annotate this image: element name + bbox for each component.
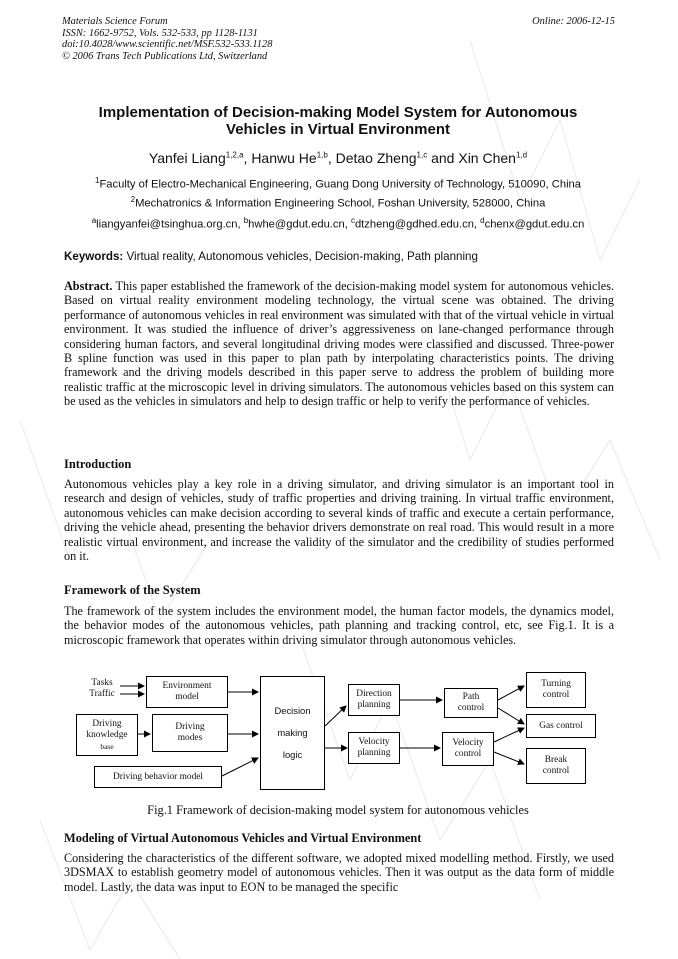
title-line-1: Implementation of Decision-making Model System for Autonomous	[98, 104, 578, 121]
affiliation-1: $^1$Faculty of Electro-Mechanical Engineering, Guang Dong University of Technology, 510090, China	[95, 176, 581, 191]
author-sep: ,	[243, 150, 252, 166]
section-heading-framework: Framework of the System	[64, 583, 201, 597]
tasks-label: Tasks	[91, 678, 113, 688]
modeling-text: Considering the characteristics of the different software, we adopted mixed modelling method. Firstly, we used 3DSMAX to establish geometry model of autonomous vehicles. Then it was output as the data form of middle model. Lastly, the data was input to EON to be managed the specific	[64, 851, 614, 894]
author-sup: 1,2,a	[225, 150, 244, 160]
email-list: $^a$liangyanfei@tsinghua.org.cn, $^b$hwhe@gdut.edu.cn, $^c$dtzheng@gdhed.edu.cn, $^d$chenx@gdut.edu.cn	[91, 216, 585, 231]
framework-text: The framework of the system includes the environment model, the human factor models, the dynamics model, the behavior modes of the autonomous vehicles, path planning and tracking control, etc, see Fig.1. It is a microscopic framework that operates within driving simulator through autonomous vehicles.	[64, 604, 614, 647]
turning-control-box: Turning control	[526, 672, 586, 708]
doi-line: doi:10.4028/www.scientific.net/MSF.532-533.1128	[62, 39, 273, 51]
email-link: dtzheng@gdhed.edu.cn,	[354, 218, 481, 231]
author-sup: 1,c	[416, 150, 428, 160]
arrow-decision-to-direction	[325, 706, 346, 726]
figure-1-caption: Fig.1 Framework of decision-making model system for autonomous vehicles	[147, 803, 529, 817]
arrow-velctrl-to-gas	[494, 728, 524, 742]
author-list	[62, 150, 614, 166]
affiliation-2: $^2$Mechatronics & Information Engineering School, Foshan University, 528000, China	[130, 195, 546, 210]
introduction-text: Autonomous vehicles play a key role in a driving simulator, and driving simulator is an important tool in research and design of vehicles, study of traffic properties and driving training. In virtual traffic environment, autonomous vehicles can make decision according to several kinds of traffic and execute a certain performance, driving the vehicle ahead, presenting the behavior drivers demonstrate on real road. This would result in a more realistic virtual environment, and increase the validity of the simulator and the credibility of studies performed on it.	[64, 477, 614, 564]
online-date: Online: 2006-12-15	[532, 16, 615, 27]
copyright-line: © 2006 Trans Tech Publications Ltd, Switzerland	[62, 50, 268, 62]
abstract-text: This paper established the framework of the decision-making model system for autonomous vehicles. Based on virtual reality environment modeling technology, the virtual scene was obtained. The driving performance of autonomous vehicles in real environment was simulated with that of the virtual vehicle in virtual environment. It was studied the influence of driver’s aggressiveness on lane-changed performance through considering human factors, and several longitudinal driving modes were classified and discussed. Three-power B spline function was used in this paper to plan path by interpolating characteristics points. The driving framework and the driving models described in this paper serve to address the problem of building more realistic traffic at the microscopic level in driving simulators. The autonomous vehicles based on this system can be used as the vehicles in simulators and help to design traffic or help to verify the performance of vehicles.	[64, 279, 614, 409]
keywords-label: Keywords:	[64, 250, 124, 263]
arrow-velctrl-to-break	[494, 752, 524, 764]
path-control-box: Path control	[444, 688, 498, 718]
author-name: Hanwu He	[251, 150, 317, 166]
velocity-control-box: Velocity control	[442, 732, 494, 766]
abstract-label: Abstract.	[64, 279, 113, 293]
journal-header	[62, 16, 272, 62]
driving-behavior-model-box: Driving behavior model	[94, 766, 222, 788]
traffic-label: Traffic	[89, 689, 115, 699]
email-link: hwhe@gdut.edu.cn,	[248, 218, 351, 231]
author-sep: and	[427, 150, 459, 166]
driving-modes-box: Driving modes	[152, 714, 228, 752]
issn-line: ISSN: 1662-9752, Vols. 532-533, pp 1128-1131	[62, 27, 258, 39]
environment-model-box: Environment model	[146, 676, 228, 708]
author-sup: 1,b	[316, 150, 328, 160]
arrow-behavior-to-decision	[222, 758, 258, 776]
abstract	[64, 279, 614, 409]
section-heading-introduction: Introduction	[64, 457, 132, 471]
journal-name: Materials Science Forum	[62, 16, 168, 27]
gas-control-box: Gas control	[526, 714, 596, 738]
keywords-text: Virtual reality, Autonomous vehicles, Decision-making, Path planning	[123, 250, 478, 263]
decision-making-logic-box: Decision making logic	[260, 676, 325, 790]
velocity-planning-box: Velocity planning	[348, 732, 400, 764]
author-name: Yanfei Liang	[148, 150, 226, 166]
break-control-box: Break control	[526, 748, 586, 784]
direction-planning-box: Direction planning	[348, 684, 400, 716]
figure-1-diagram	[60, 668, 620, 798]
email-link: chenx@gdut.edu.cn	[484, 218, 585, 231]
email-link: liangyanfei@tsinghua.org.cn,	[96, 218, 244, 231]
arrow-path-to-gas	[498, 708, 524, 724]
keywords	[64, 250, 614, 263]
arrow-path-to-turning	[498, 686, 524, 700]
author-name: Xin Chen	[458, 150, 516, 166]
paper-title	[62, 104, 614, 138]
driving-knowledge-base-box: Driving knowledge base	[76, 714, 138, 756]
title-line-2: Vehicles in Virtual Environment	[226, 121, 450, 138]
author-sep: ,	[327, 150, 336, 166]
author-sup: 1,d	[515, 150, 528, 160]
author-name: Detao Zheng	[335, 150, 417, 166]
section-heading-modeling: Modeling of Virtual Autonomous Vehicles and Virtual Environment	[64, 831, 422, 845]
